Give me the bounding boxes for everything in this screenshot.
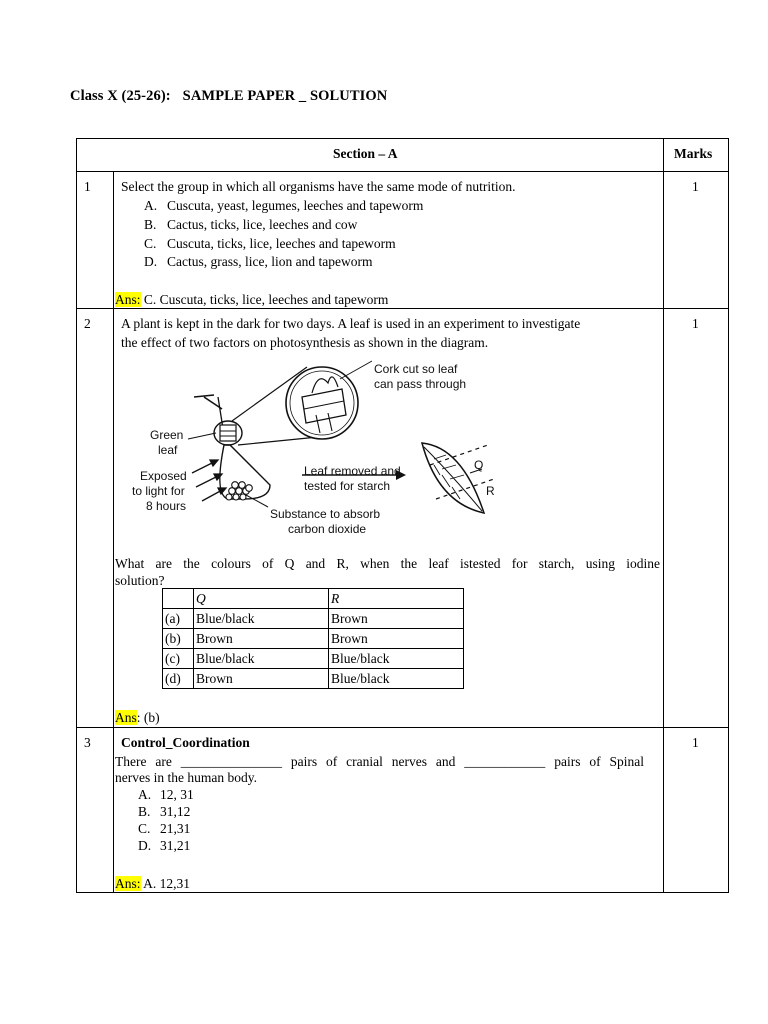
question-number: 3 xyxy=(84,735,91,750)
question-text: nerves in the human body. xyxy=(115,770,257,785)
table-row xyxy=(163,649,464,669)
table-cell: Blue/black xyxy=(194,609,329,629)
option-letter: B. xyxy=(144,217,157,232)
question-number: 1 xyxy=(84,179,91,194)
table-cell: Brown xyxy=(194,669,329,689)
marks-header: Marks xyxy=(674,146,713,161)
question-marks: 1 xyxy=(692,735,699,750)
answer-line xyxy=(115,292,388,308)
option-text: 21,31 xyxy=(160,821,191,836)
option-letter: D. xyxy=(144,254,158,269)
answer-options-table xyxy=(162,588,464,689)
option-letter: B. xyxy=(138,804,151,819)
question-text: the effect of two factors on photosynthesis as shown in the diagram. xyxy=(121,335,489,350)
question-number: 2 xyxy=(84,316,91,331)
option-text: Cuscuta, ticks, lice, leeches and tapeworm xyxy=(167,236,396,251)
option-letter: A. xyxy=(144,198,158,213)
question-text: solution? xyxy=(115,573,165,588)
table-cell: (d) xyxy=(163,669,194,689)
diagram-label-leaf: leaf xyxy=(158,443,178,457)
answer-text: A. 12,31 xyxy=(140,876,191,891)
table-header-r: R xyxy=(329,589,464,609)
table-rule xyxy=(76,308,728,309)
class-label: Class X (25-26): xyxy=(70,88,171,104)
diagram-label-q: Q xyxy=(474,458,484,472)
diagram-label-removed: Leaf removed and xyxy=(304,464,401,478)
answer-text: C. Cuscuta, ticks, lice, leeches and tapeworm xyxy=(140,292,389,307)
table-rule xyxy=(663,138,664,893)
table-rule xyxy=(76,171,728,172)
diagram-label-r: R xyxy=(486,484,495,498)
table-header-q: Q xyxy=(194,589,329,609)
option-letter: D. xyxy=(138,838,152,853)
table-rule xyxy=(76,138,77,893)
table-rule xyxy=(76,138,728,139)
table-cell: (b) xyxy=(163,629,194,649)
answer-label: Ans xyxy=(115,710,137,725)
table-cell xyxy=(163,589,194,609)
diagram-label-green: Green xyxy=(150,428,184,442)
table-rule xyxy=(76,892,728,893)
answer-label: Ans: xyxy=(115,292,141,307)
diagram-label-cork2: can pass through xyxy=(374,377,467,391)
option-text: 12, 31 xyxy=(160,787,194,802)
question-text: There are _______________ pairs of cranial nerves and ____________ pairs of Spinal xyxy=(115,754,644,769)
table-cell: (c) xyxy=(163,649,194,669)
option-letter: C. xyxy=(138,821,151,836)
table-rule xyxy=(76,727,728,728)
answer-text: : (b) xyxy=(136,710,160,725)
option-letter: A. xyxy=(138,787,152,802)
table-cell: Brown xyxy=(194,629,329,649)
answer-line xyxy=(115,710,160,726)
table-cell: Brown xyxy=(329,609,464,629)
option-text: 31,21 xyxy=(160,838,191,853)
diagram-label-exposed: Exposed xyxy=(140,469,187,483)
question-text: A plant is kept in the dark for two days. A leaf is used in an experiment to investigate xyxy=(121,316,581,331)
diagram-label-light: to light for xyxy=(132,484,185,498)
option-letter: C. xyxy=(144,236,157,251)
diagram-label-tested: tested for starch xyxy=(304,479,391,493)
answer-label: Ans: xyxy=(115,876,141,891)
photosynthesis-diagram xyxy=(132,357,502,542)
option-text: 31,12 xyxy=(160,804,191,819)
table-row xyxy=(163,669,464,689)
question-text: What are the colours of Q and R, when the leaf istested for starch, using iodine xyxy=(115,556,660,571)
table-rule xyxy=(113,171,114,893)
question-marks: 1 xyxy=(692,316,699,331)
table-cell: Brown xyxy=(329,629,464,649)
answer-line xyxy=(115,876,190,892)
option-text: Cactus, ticks, lice, leeches and cow xyxy=(167,217,358,232)
diagram-label-substance: Substance to absorb xyxy=(270,507,381,521)
table-row xyxy=(163,609,464,629)
table-row xyxy=(163,629,464,649)
table-rule xyxy=(728,138,729,893)
table-cell: Blue/black xyxy=(194,649,329,669)
option-text: Cactus, grass, lice, lion and tapeworm xyxy=(167,254,373,269)
diagram-label-hours: 8 hours xyxy=(146,499,187,513)
section-title: Section – A xyxy=(333,146,398,161)
table-cell: Blue/black xyxy=(329,649,464,669)
table-row xyxy=(163,589,464,609)
question-topic: Control_Coordination xyxy=(121,735,250,750)
table-cell: (a) xyxy=(163,609,194,629)
option-text: Cuscuta, yeast, legumes, leeches and tapeworm xyxy=(167,198,424,213)
diagram-label-cork: Cork cut so leaf xyxy=(374,362,458,376)
question-marks: 1 xyxy=(692,179,699,194)
question-text: Select the group in which all organisms have the same mode of nutrition. xyxy=(121,179,516,194)
paper-label: SAMPLE PAPER _ SOLUTION xyxy=(182,88,388,104)
table-cell: Blue/black xyxy=(329,669,464,689)
diagram-label-co2: carbon dioxide xyxy=(288,522,367,536)
